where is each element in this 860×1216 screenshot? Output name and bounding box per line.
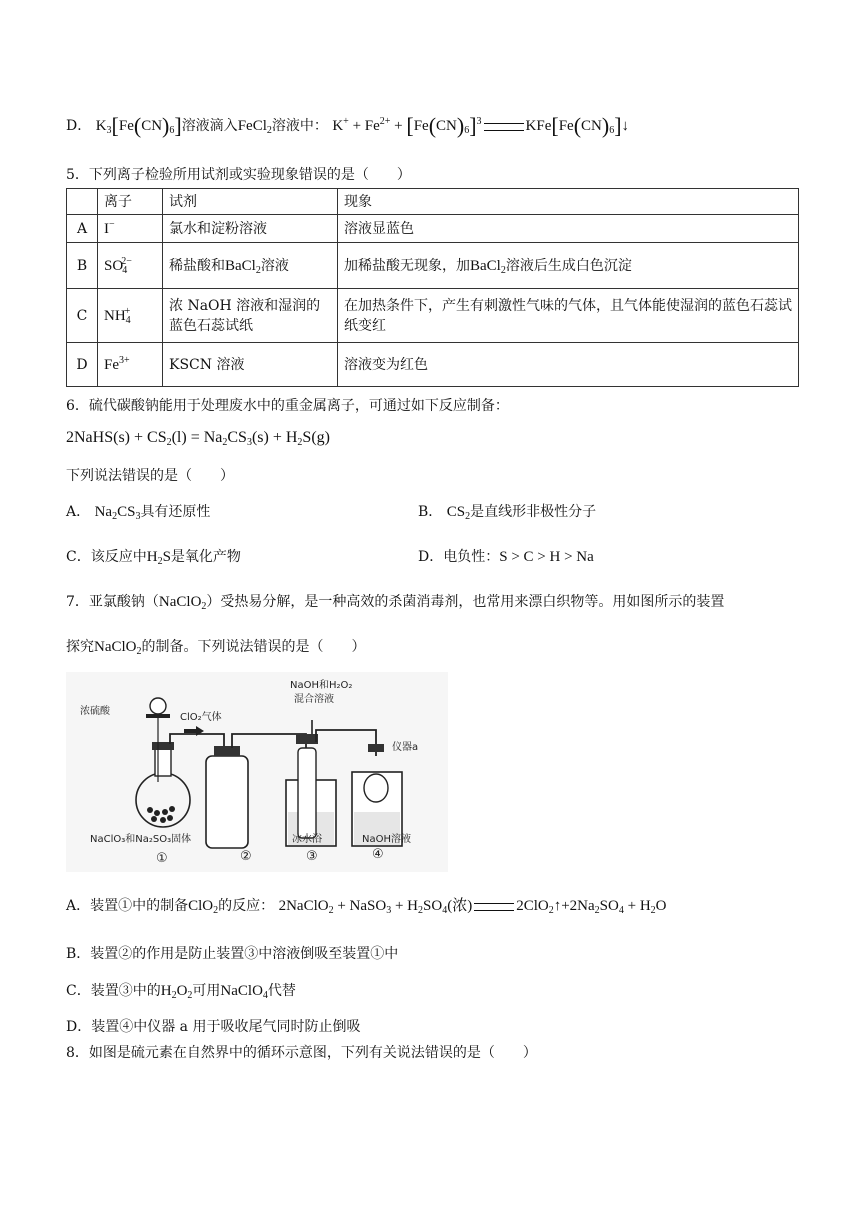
- stem-post: 的制备。下列说法错误的是（ ）: [141, 639, 366, 655]
- label-mix1: NaOH和H₂O₂: [290, 680, 353, 691]
- option-label: B．: [418, 504, 443, 520]
- q4d-text1: 溶液滴入: [181, 118, 238, 134]
- label-n4: ④: [372, 847, 384, 862]
- table-header-row: [67, 189, 799, 215]
- row-reagent: [163, 243, 338, 289]
- q6-stem: 6．硫代碳酸钠能用于处理废水中的重金属离子，可通过如下反应制备：: [66, 398, 509, 414]
- formula-h2o2: $H_2O_2$: [160, 983, 193, 1001]
- header-phenomenon: 现象: [338, 189, 799, 215]
- stem-pre: 7．亚氯酸钠（: [66, 594, 159, 610]
- q5-stem: 5．下列离子检验所用试剂或实验现象错误的是（ ）: [66, 167, 411, 183]
- row-key: B: [67, 243, 98, 289]
- reagent-post: 溶液: [260, 257, 289, 274]
- table-row: [67, 343, 799, 387]
- label-n1: ①: [156, 851, 168, 866]
- label-solid: NaClO₃和Na₂SO₃固体: [90, 834, 192, 845]
- table-row: [67, 215, 799, 243]
- label-naoh: NaOH溶液: [362, 834, 411, 845]
- header-reagent: 试剂: [163, 189, 338, 215]
- q6-option-c: [66, 547, 241, 567]
- row-key: D: [67, 343, 98, 387]
- label-icebath: 冰水浴: [292, 834, 322, 845]
- row-key: C: [67, 289, 98, 343]
- q7-stem-line2: [66, 637, 366, 657]
- option-pre: C．装置③中的: [66, 983, 161, 999]
- q7a-equation: 2NaClO$_2$ + NaSO$_3$ + $H_2SO_4$(浓) $2ClO_2↑+2Na_2SO_4 + H_2O$: [278, 898, 667, 916]
- option-text: 是氧化产物: [170, 549, 241, 565]
- label-n2: ②: [240, 849, 252, 864]
- q4d-label: D．: [66, 118, 92, 134]
- q6-option-a: [66, 502, 210, 522]
- apparatus-figure: [66, 672, 448, 872]
- q7-option-d: D．装置④中仪器 a 用于吸收尾气同时防止倒吸: [66, 1019, 361, 1035]
- option-post: 代替: [267, 983, 296, 999]
- q4d-equation: $K^+ + Fe^{2+} + [Fe(CN)_6]^3$ $KFe[Fe(CN)_6]↓$: [332, 113, 630, 138]
- label-gas: ClO₂气体: [180, 712, 222, 723]
- table-row: [67, 289, 799, 343]
- row-reagent: 浓 NaOH 溶液和湿润的蓝色石蕊试纸: [163, 289, 338, 343]
- q4-option-d: [66, 113, 630, 138]
- table-corner: [67, 189, 98, 215]
- row-phenomenon: 溶液显蓝色: [338, 215, 799, 243]
- label-instrument: 仪器a: [392, 742, 419, 753]
- row-ion-ammonium: $NH_4^+$: [98, 289, 163, 343]
- q6-option-d: [418, 547, 594, 567]
- option-label: C．该反应中: [66, 549, 147, 565]
- label-mix2: 混合溶液: [294, 694, 334, 705]
- option-mid: 可用: [192, 983, 221, 999]
- q6-equation: 2NaHS(s) + $CS_2(l) = Na_2CS_3(s) + H_2S(g)$: [66, 429, 330, 448]
- option-pre: A．装置①中的制备: [66, 898, 189, 914]
- option-label: D．电负性：: [418, 549, 500, 565]
- header-ion: 离子: [98, 189, 163, 215]
- q4d-formula-fecl2: FeCl$_2$: [237, 118, 272, 136]
- q8-stem: 8．如图是硫元素在自然界中的循环示意图，下列有关说法错误的是（ ）: [66, 1045, 537, 1061]
- row-phenomenon: [338, 243, 799, 289]
- table-row: [67, 243, 799, 289]
- phenomenon-post: 溶液后生成白色沉淀: [505, 257, 632, 274]
- formula-naclo2: NaClO$_2$: [158, 594, 207, 612]
- row-phenomenon: 在加热条件下，产生有刺激性气味的气体，且气体能使湿润的蓝色石蕊试纸变红: [338, 289, 799, 343]
- stem-pre: 探究: [66, 639, 94, 655]
- electronegativity-order: S > C > H > Na: [499, 549, 594, 565]
- formula-clo2: ClO$_2$: [188, 898, 219, 916]
- label-n3: ③: [306, 849, 318, 864]
- reagent-pre: 稀盐酸和: [169, 257, 225, 274]
- formula-naclo4: NaClO$_4$: [220, 983, 268, 1001]
- formula-naclo2: NaClO$_2$: [94, 639, 142, 657]
- formula-cs2: $CS_2$: [446, 504, 471, 522]
- stem-post: ）受热易分解，是一种高效的杀菌消毒剂，也常用来漂白织物等。用如图所示的装置: [206, 594, 725, 610]
- phenomenon-pre: 加稀盐酸无现象，加: [344, 257, 470, 274]
- row-phenomenon: 溶液变为红色: [338, 343, 799, 387]
- formula-bacl2: BaCl$_2$: [225, 257, 261, 276]
- formula-na2cs3: $Na_2CS_3$: [94, 504, 141, 522]
- label-acid: 浓硫酸: [80, 706, 110, 717]
- row-reagent: KSCN 溶液: [163, 343, 338, 387]
- q4d-text2: 溶液中：: [271, 118, 328, 134]
- formula-h2s: $H_2S$: [146, 549, 171, 567]
- q5-table: [66, 188, 799, 387]
- row-ion-iron3: $Fe^{3+}$: [98, 343, 163, 387]
- option-mid: 的反应：: [218, 898, 275, 914]
- option-text: 具有还原性: [140, 504, 211, 520]
- q6-ask: 下列说法错误的是（ ）: [66, 468, 234, 484]
- q7-option-c: [66, 981, 296, 1001]
- q7-option-a: [66, 896, 667, 916]
- q7-option-b: B．装置②的作用是防止装置③中溶液倒吸至装置①中: [66, 946, 399, 962]
- option-label: A．: [66, 504, 91, 520]
- row-key: A: [67, 215, 98, 243]
- row-ion-iodide: I−: [98, 215, 163, 243]
- q7-stem-line1: [66, 592, 724, 612]
- apparatus-diagram: [66, 672, 448, 872]
- q6-option-b: [418, 502, 596, 522]
- q4d-formula-k3fecn6: $K_3[Fe(CN)_6]$: [95, 113, 182, 138]
- option-text: 是直线形非极性分子: [470, 504, 597, 520]
- row-ion-sulfate: $SO_4^{2-}$: [98, 243, 163, 289]
- formula-bacl2: BaCl$_2$: [470, 257, 506, 276]
- row-reagent: 氯水和淀粉溶液: [163, 215, 338, 243]
